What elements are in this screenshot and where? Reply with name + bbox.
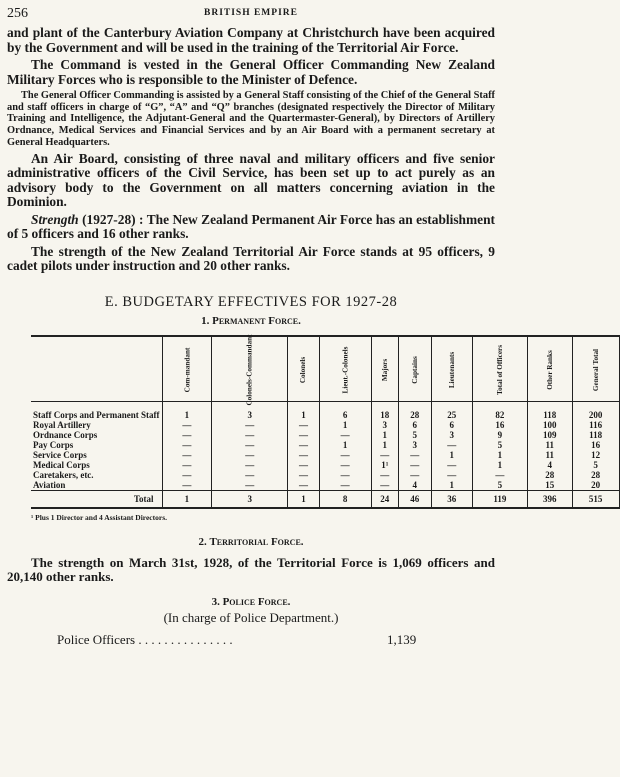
section-number: 1.: [201, 314, 210, 327]
table-cell: 3: [371, 420, 398, 430]
row-label: Medical Corps: [31, 460, 162, 470]
row-label: Caretakers, etc.: [31, 470, 162, 480]
table-cell: 11: [527, 450, 572, 460]
table-cell: 118: [527, 401, 572, 420]
table-cell: 3: [398, 440, 431, 450]
table-cell: —: [288, 450, 319, 460]
total-cell: 119: [472, 490, 527, 508]
paragraph-general-staff: The General Officer Commanding is assisted by a General Staff consisting of the Chief of the General Staff and staff officers in charge of “G”, “A” and “Q” branches (designated respectively the Director of Military Training and Intelligence, the Adjutant-General and the Quartermaster-General), by Directors of Artillery Ordnance, Medical Services and Financial Services and by an Air Board with a permanent secretary at General Headquarters.: [7, 90, 495, 148]
table-cell: 16: [472, 420, 527, 430]
table-cell: —: [319, 460, 371, 470]
table-cell: —: [162, 480, 212, 491]
table-cell: 1¹: [371, 460, 398, 470]
table-cell: 1: [371, 430, 398, 440]
table-cell: —: [319, 470, 371, 480]
table-cell: 28: [527, 470, 572, 480]
table-cell: 18: [371, 401, 398, 420]
column-header-label: Total of Officers: [495, 344, 504, 395]
table-cell: —: [288, 420, 319, 430]
table-cell: —: [288, 480, 319, 491]
table-cell: —: [162, 440, 212, 450]
column-header-label: Com-mandant: [182, 347, 191, 392]
total-cell: 24: [371, 490, 398, 508]
table-cell: 28: [398, 401, 431, 420]
row-label: Aviation: [31, 480, 162, 491]
budget-heading: E. BUDGETARY EFFECTIVES FOR 1927-28: [104, 293, 398, 310]
column-header: [371, 336, 398, 402]
table-cell: —: [162, 450, 212, 460]
total-cell: 396: [527, 490, 572, 508]
table-row: [31, 460, 619, 470]
table-cell: 4: [527, 460, 572, 470]
table-row: [31, 470, 619, 480]
total-cell: 1: [288, 490, 319, 508]
table-cell: 82: [472, 401, 527, 420]
section-title: Police Force.: [222, 595, 291, 608]
row-label: Royal Artillery: [31, 420, 162, 430]
total-cell: 1: [162, 490, 212, 508]
section-title: Territorial Force.: [209, 535, 304, 548]
table-cell: 15: [527, 480, 572, 491]
table-cell: —: [371, 470, 398, 480]
column-header: [527, 336, 572, 402]
column-header-blank: [31, 336, 162, 402]
column-header: [212, 333, 288, 406]
column-header-label: Colonels: [299, 356, 308, 383]
police-officers-row: [7, 632, 495, 648]
table-cell: 5: [472, 480, 527, 491]
table-cell: 3: [212, 401, 288, 420]
paragraph-command: The Command is vested in the General Officer Commanding New Zealand Military Forces who is responsible to the Minister of Defence.: [7, 57, 495, 87]
table-cell: —: [398, 450, 431, 460]
table-row: [31, 440, 619, 450]
total-cell: 36: [431, 490, 472, 508]
table-row: [31, 480, 619, 491]
police-force-heading: [7, 596, 495, 608]
table-cell: —: [472, 470, 527, 480]
table-cell: —: [288, 470, 319, 480]
table-cell: 1: [431, 450, 472, 460]
row-label: Ordnance Corps: [31, 430, 162, 440]
table-row: [31, 430, 619, 440]
table-cell: —: [319, 430, 371, 440]
table-cell: 12: [572, 450, 619, 460]
permanent-force-heading: [7, 315, 495, 327]
paragraph-canterbury: and plant of the Canterbury Aviation Company at Christchurch have been acquired by the Government and will be used in the training of the Territorial Air Force.: [7, 25, 495, 55]
table-cell: 28: [572, 470, 619, 480]
table-cell: —: [212, 470, 288, 480]
column-header: [472, 336, 527, 402]
total-cell: 515: [572, 490, 619, 508]
column-header: [288, 336, 319, 402]
column-header: [572, 336, 619, 402]
table-cell: 1: [162, 401, 212, 420]
column-header: [162, 336, 212, 402]
police-officers-label: Police Officers . . . . . . . . . . . . . . .: [57, 631, 233, 647]
row-label: Staff Corps and Permanent Staff: [31, 401, 162, 420]
police-subheading: (In charge of Police Department.): [163, 609, 339, 625]
table-cell: —: [398, 460, 431, 470]
column-header: [319, 336, 371, 402]
total-cell: 8: [319, 490, 371, 508]
table-cell: 11: [527, 440, 572, 450]
section-title: Permanent Force.: [212, 314, 301, 327]
table-cell: 1: [431, 480, 472, 491]
table-cell: 1: [319, 420, 371, 430]
total-cell: 46: [398, 490, 431, 508]
table-cell: 1: [288, 401, 319, 420]
table-cell: —: [162, 470, 212, 480]
column-header-label: Lieutenants: [447, 351, 456, 388]
table-cell: —: [212, 450, 288, 460]
table-cell: 1: [319, 440, 371, 450]
table-cell: 1: [472, 450, 527, 460]
table-cell: —: [288, 460, 319, 470]
table-cell: 3: [431, 430, 472, 440]
table-cell: 25: [431, 401, 472, 420]
table-row: [31, 450, 619, 460]
column-header-label: Majors: [380, 358, 389, 381]
table-cell: —: [162, 430, 212, 440]
table-cell: 118: [572, 430, 619, 440]
table-cell: —: [162, 420, 212, 430]
table-cell: 6: [398, 420, 431, 430]
table-cell: —: [319, 450, 371, 460]
table-cell: —: [319, 480, 371, 491]
table-cell: —: [398, 470, 431, 480]
table-cell: 16: [572, 440, 619, 450]
table-cell: 5: [472, 440, 527, 450]
table-cell: —: [212, 460, 288, 470]
table-cell: 5: [572, 460, 619, 470]
column-header: [431, 336, 472, 402]
table-cell: —: [288, 440, 319, 450]
table-cell: —: [162, 460, 212, 470]
table-header-row: [31, 336, 619, 402]
table-row: [31, 401, 619, 420]
column-header: [398, 336, 431, 402]
table-cell: 5: [398, 430, 431, 440]
paragraph-territorial-force: The strength on March 31st, 1928, of the Territorial Force is 1,069 officers and 20,140 other ranks.: [7, 554, 495, 584]
row-label: Service Corps: [31, 450, 162, 460]
paragraph-territorial-air: The strength of the New Zealand Territorial Air Force stands at 95 officers, 9 cadet pilots under instruction and 20 other ranks.: [7, 243, 495, 274]
section-number: 3.: [211, 595, 220, 608]
column-header-label: Captains: [410, 355, 419, 384]
table-cell: —: [288, 430, 319, 440]
table-cell: 116: [572, 420, 619, 430]
total-cell: 3: [212, 490, 288, 508]
total-row: [31, 490, 619, 508]
table-cell: —: [431, 460, 472, 470]
table-cell: 1: [472, 460, 527, 470]
strength-text: (1927-28) : The New Zealand Permanent Air Force has an establishment of 5 officers and 16 other ranks.: [7, 211, 495, 242]
running-title: BRITISH EMPIRE: [204, 8, 298, 18]
table-cell: —: [371, 480, 398, 491]
table-cell: 6: [319, 401, 371, 420]
paragraph-strength: [7, 213, 495, 242]
table-cell: —: [431, 440, 472, 450]
table-cell: —: [212, 440, 288, 450]
column-header-label: Colonels-Commandant: [245, 333, 254, 406]
table-cell: 100: [527, 420, 572, 430]
table-cell: 109: [527, 430, 572, 440]
total-label: Total: [31, 490, 162, 508]
row-label: Pay Corps: [31, 440, 162, 450]
table-cell: —: [431, 470, 472, 480]
table-cell: 4: [398, 480, 431, 491]
page-header: [7, 4, 495, 26]
page-number: 256: [7, 6, 28, 21]
table-row: [31, 420, 619, 430]
column-header-label: Other Ranks: [545, 349, 554, 390]
table-cell: 6: [431, 420, 472, 430]
column-header-label: Lieut.-Colonels: [341, 346, 350, 393]
section-number: 2.: [198, 535, 207, 548]
permanent-force-table: [31, 335, 620, 509]
territorial-force-heading: [7, 536, 495, 548]
table-cell: 1: [371, 440, 398, 450]
column-header-label: General Total: [591, 348, 600, 391]
table-cell: —: [371, 450, 398, 460]
police-officers-value: 1,139: [387, 631, 417, 647]
table-cell: 9: [472, 430, 527, 440]
table-cell: 20: [572, 480, 619, 491]
table-cell: 200: [572, 401, 619, 420]
paragraph-air-board: An Air Board, consisting of three naval and military officers and five senior administrative officers of the Civil Service, has been set up to act purely as an advisory body to the Government on all matters concerning aviation in the Dominion.: [7, 150, 495, 210]
table-cell: —: [212, 420, 288, 430]
table-footnote: ¹ Plus 1 Director and 4 Assistant Directors.: [31, 512, 167, 522]
table-cell: —: [212, 430, 288, 440]
table-cell: —: [212, 480, 288, 491]
strength-label: Strength: [31, 211, 79, 227]
